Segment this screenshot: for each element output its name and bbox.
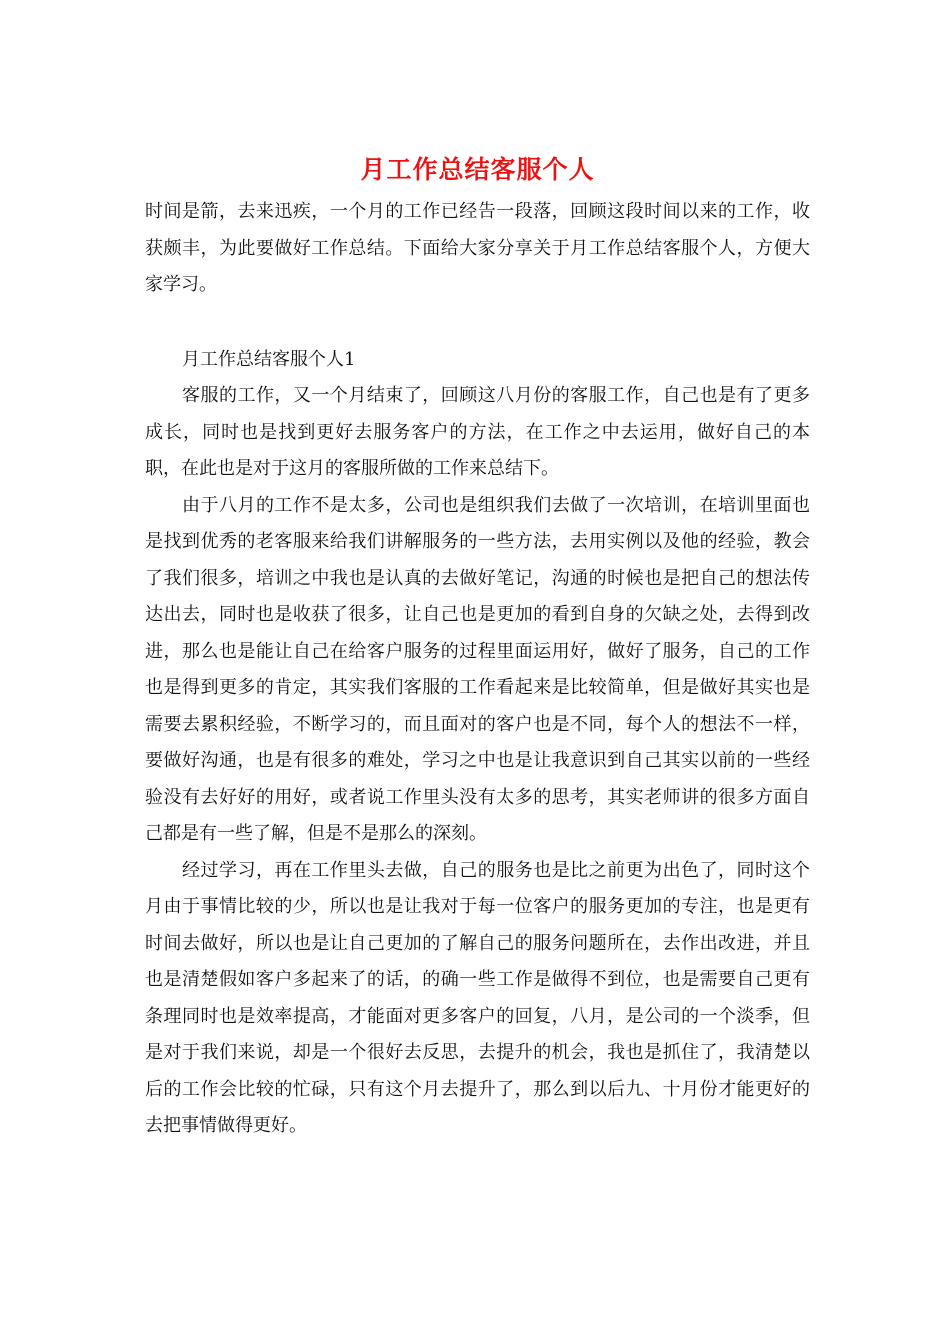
document-page xyxy=(145,150,810,1145)
section-heading: 月工作总结客服个人1 xyxy=(182,348,356,370)
body-paragraph-2: 由于八月的工作不是太多，公司也是组织我们去做了一次培训，在培训里面也是找到优秀的老客服来给我们讲解服务的一些方法，去用实例以及他的经验，教会了我们很多，培训之中我也是认真的去做好笔记，沟通的时候也是把自己的想法传达出去，同时也是收获了很多，让自己也是更加的看到自身的欠缺之处，去得到改进，那么也是能让自己在给客户服务的过程里面运用好，做好了服务，自己的工作也是得到更多的肯定，其实我们客服的工作看起来是比较简单，但是做好其实也是需要去累积经验，不断学习的，而且面对的客户也是不同，每个人的想法不一样，要做好沟通，也是有很多的难处，学习之中也是让我意识到自己其实以前的一些经验没有去好好的用好，或者说工作里头没有太多的思考，其实老师讲的很多方面自己都是有一些了解，但是不是那么的深刻。 xyxy=(145,494,810,844)
document-title: 月工作总结客服个人 xyxy=(360,155,595,184)
body-paragraph-1: 客服的工作，又一个月结束了，回顾这八月份的客服工作，自己也是有了更多成长，同时也是找到更好去服务客户的方法，在工作之中去运用，做好自己的本职，在此也是对于这月的客服所做的工作来总结下。 xyxy=(145,385,810,479)
body-paragraph-3: 经过学习，再在工作里头去做，自己的服务也是比之前更为出色了，同时这个月由于事情比较的少，所以也是让我对于每一位客户的服务更加的专注，也是更有时间去做好，所以也是让自己更加的了解自己的服务问题所在，去作出改进，并且也是清楚假如客户多起来了的话，的确一些工作是做得不到位，也是需要自己更有条理同时也是效率提高，才能面对更多客户的回复，八月，是公司的一个淡季，但是对于我们来说，却是一个很好去反思，去提升的机会，我也是抓住了，我清楚以后的工作会比较的忙碌，只有这个月去提升了，那么到以后九、十月份才能更好的去把事情做得更好。 xyxy=(145,859,810,1136)
intro-paragraph: 时间是箭，去来迅疾，一个月的工作已经告一段落，回顾这段时间以来的工作，收获颇丰，为此要做好工作总结。下面给大家分享关于月工作总结客服个人，方便大家学习。 xyxy=(145,201,810,295)
